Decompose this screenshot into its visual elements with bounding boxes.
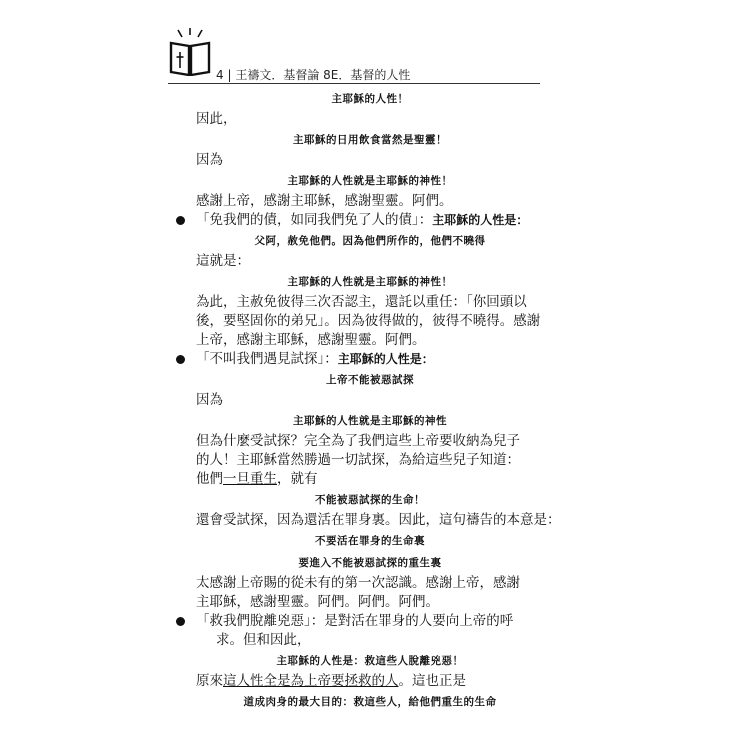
running-title: 王禱文．基督論 8E．基督的人性 <box>235 68 411 82</box>
bullet-dot-icon <box>176 617 185 626</box>
underlined-phrase: 這人性全是為上帝要拯救的人 <box>223 673 399 689</box>
emphasis-line: 主耶穌的人性是：救這些人脫離兇惡！ <box>276 655 464 667</box>
text-line: 因此， <box>196 111 237 127</box>
heading-line: 主耶穌的人性！ <box>331 93 409 105</box>
emphasis-line: 主耶穌的人性就是主耶穌的神性！ <box>287 276 453 288</box>
bold-phrase: 主耶穌的人性是： <box>337 352 434 366</box>
emphasis-line: 主耶穌的日用飲食當然是聖靈！ <box>293 134 447 146</box>
prayer-quote: 「救我們脫離兇惡」：是對活在罪身的人要向上帝的呼 <box>196 613 514 629</box>
bullet-item <box>176 612 544 631</box>
text-line <box>196 470 544 489</box>
emphasis-line: 主耶穌的人性就是主耶穌的神性！ <box>287 175 453 187</box>
text-line: 上帝，感謝主耶穌，感謝聖靈。阿們。 <box>196 332 426 348</box>
text-line: 因為 <box>196 152 223 168</box>
text-line <box>196 672 544 691</box>
text-line: 但為什麼受試探？完全為了我們這些上帝要收納為兒子 <box>196 433 520 449</box>
page-header <box>168 28 540 84</box>
emphasis-line: 不要活在罪身的生命裏 <box>315 535 425 547</box>
text-line: 太感謝上帝賜的從未有的第一次認識。感謝上帝，感謝 <box>196 575 520 591</box>
prayer-quote: 「免我們的債，如同我們免了人的債」： <box>196 212 433 228</box>
prayer-quote: 「不叫我們遇見試探」： <box>196 351 338 367</box>
underlined-phrase: 一旦重生 <box>223 471 277 487</box>
page-number: 4 <box>216 68 224 82</box>
open-book-cross-icon <box>168 28 212 76</box>
page-body <box>196 88 561 713</box>
bullet-dot-icon <box>176 216 185 225</box>
bullet-dot-icon <box>176 355 185 364</box>
emphasis-line: 上帝不能被惡試探 <box>326 374 414 386</box>
emphasis-line: 要進入不能被惡試探的重生裏 <box>298 557 442 569</box>
emphasis-line: 不能被惡試探的生命！ <box>315 494 425 506</box>
text-line: 的人！主耶穌當然勝過一切試探，為給這些兒子知道： <box>196 452 520 468</box>
header-divider <box>168 83 540 84</box>
bullet-item <box>176 211 544 230</box>
running-header: 4 | 王禱文．基督論 8E．基督的人性 <box>216 68 411 82</box>
text-line: 這就是： <box>196 253 250 269</box>
text-line: 主耶穌，感謝聖靈。阿們。阿們。阿們。 <box>196 594 439 610</box>
bullet-item <box>176 350 544 369</box>
bold-phrase: 主耶穌的人性是： <box>432 213 529 227</box>
text-fragment: 。這也正是 <box>398 673 466 689</box>
text-line: 為此，主赦免彼得三次否認主，還託以重任：「你回頭以 <box>196 294 527 310</box>
emphasis-line: 父阿，赦免他們。因為他們所作的，他們不曉得 <box>254 235 486 247</box>
text-line: 求。但和因此， <box>216 632 311 648</box>
text-fragment: 他們 <box>196 471 223 487</box>
text-line: 因為 <box>196 392 223 408</box>
emphasis-line: 道成肉身的最大目的：救這些人，給他們重生的生命 <box>243 696 497 708</box>
text-line: 還會受試探，因為還活在罪身裏。因此，這句禱告的本意是： <box>196 512 561 528</box>
emphasis-line: 主耶穌的人性就是主耶穌的神性 <box>293 415 447 427</box>
text-line: 感謝上帝，感謝主耶穌，感謝聖靈。阿們。 <box>196 193 453 209</box>
text-fragment: ，就有 <box>277 471 318 487</box>
text-line: 後，要堅固你的弟兄」。因為彼得做的，彼得不曉得。感謝 <box>196 313 541 329</box>
text-fragment: 原來 <box>196 673 223 689</box>
